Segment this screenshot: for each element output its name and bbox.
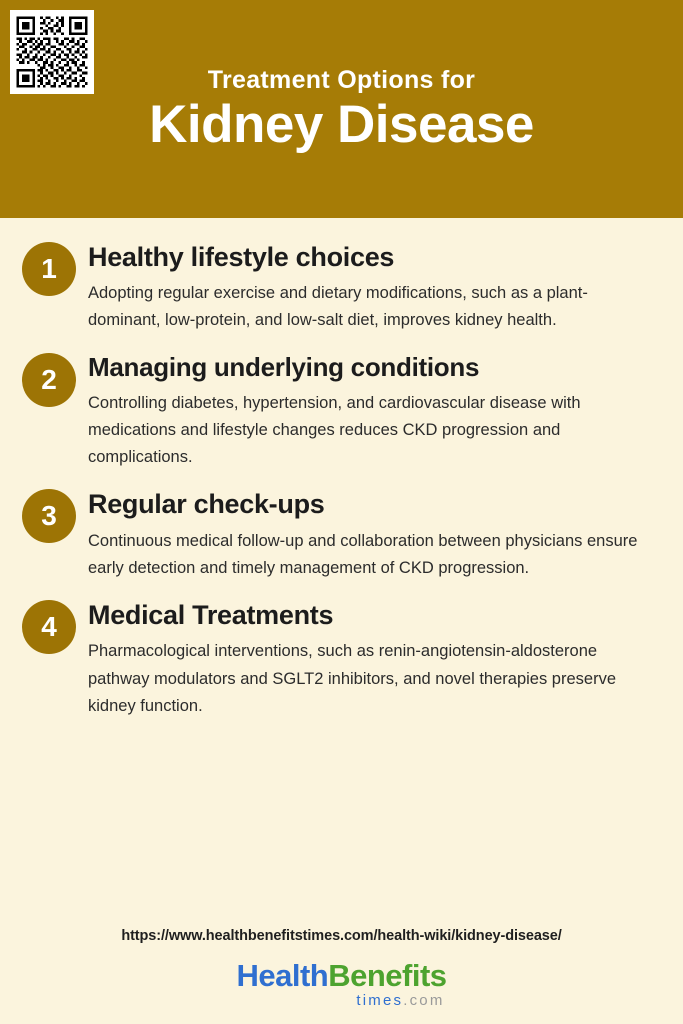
item-body [88, 487, 659, 582]
item-title: Managing underlying conditions [88, 351, 480, 382]
page-title: Kidney Disease [149, 94, 534, 154]
poster-footer [0, 928, 683, 1024]
item-body [88, 598, 659, 720]
logo-dotcom-text: .com [403, 992, 445, 1009]
logo-times-text: times [356, 992, 404, 1009]
item-description: Continuous medical follow-up and collaboration between physicians ensure early detection and timely management of CKD progression. [88, 531, 638, 577]
item-number-badge: 1 [22, 242, 76, 296]
logo-wordmark [236, 960, 446, 991]
list-item [0, 351, 683, 472]
source-url[interactable]: https://www.healthbenefitstimes.com/health-wiki/kidney-disease/ [121, 928, 562, 944]
poster-header [0, 0, 683, 218]
qr-code-icon[interactable] [10, 10, 94, 94]
item-description: Adopting regular exercise and dietary modifications, such as a plant-dominant, low-protein, and low-salt diet, improves kidney health. [88, 284, 588, 330]
item-title: Medical Treatments [88, 600, 334, 631]
list-item [0, 487, 683, 582]
list-item [0, 598, 683, 720]
poster-kicker: Treatment Options for [207, 65, 476, 94]
item-description: Pharmacological interventions, such as renin-angiotensin-aldosterone pathway modulators and SGLT2 inhibitors, and novel therapies preserve kidney function. [88, 642, 616, 715]
list-item [0, 240, 683, 335]
item-title: Healthy lifestyle choices [88, 242, 395, 272]
logo-subtext [236, 993, 446, 1008]
item-number-badge: 4 [22, 600, 76, 654]
logo-benefits-text: Benefits [328, 958, 447, 993]
item-number-badge: 2 [22, 353, 76, 407]
site-logo[interactable] [236, 960, 446, 1008]
treatment-options-list [0, 218, 683, 720]
item-body [88, 240, 659, 335]
item-description: Controlling diabetes, hypertension, and cardiovascular disease with medications and lifestyle changes reduces CKD progression and complications. [88, 393, 581, 467]
item-number-badge: 3 [22, 489, 76, 543]
logo-health-text: Health [236, 958, 329, 993]
item-body [88, 351, 659, 472]
item-title: Regular check-ups [88, 489, 325, 520]
